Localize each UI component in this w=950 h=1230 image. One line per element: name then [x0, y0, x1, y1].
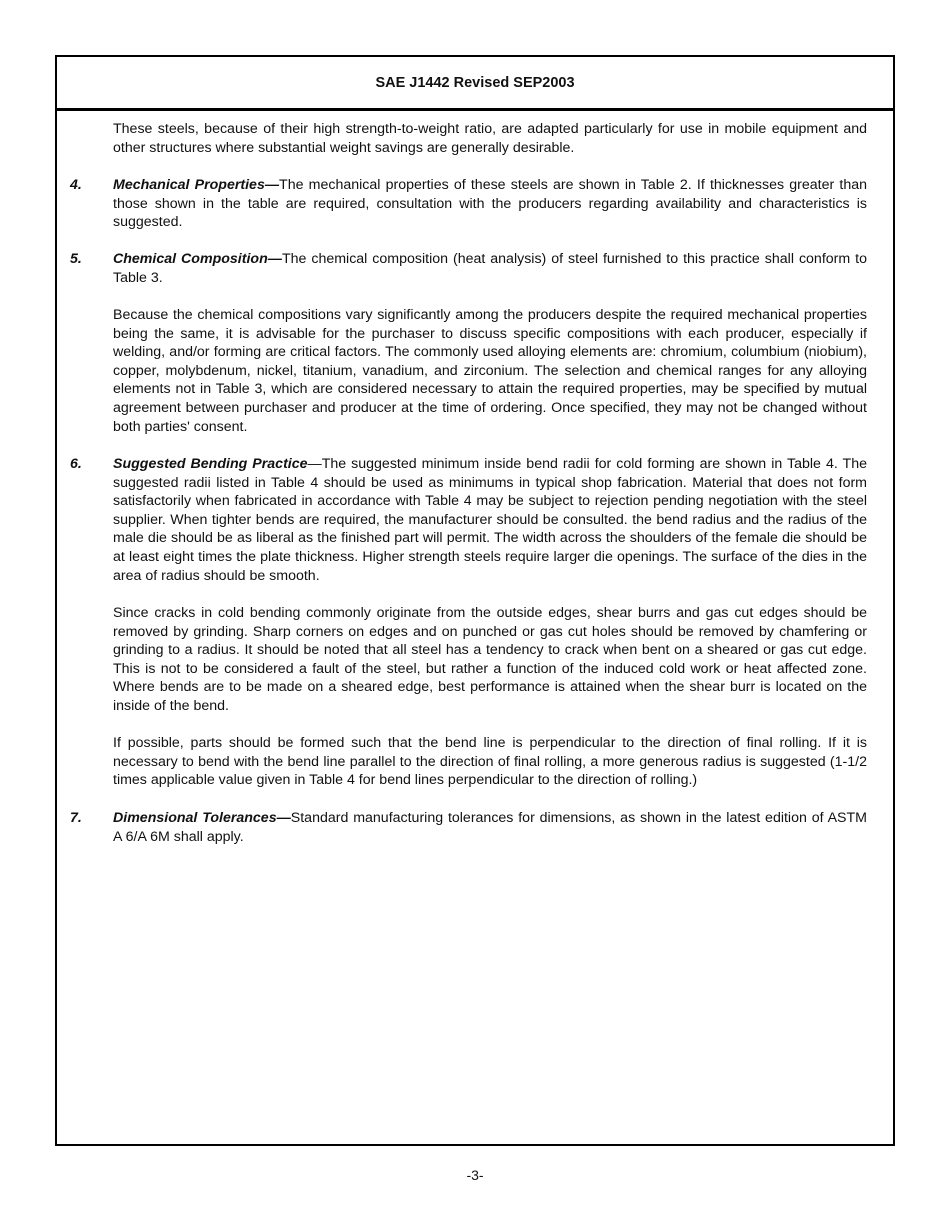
section-6-paragraph — [113, 455, 867, 585]
section-7-heading: Dimensional Tolerances— — [113, 810, 291, 826]
section-5-paragraph — [113, 250, 867, 287]
document-header — [57, 57, 893, 111]
section-5-heading: Chemical Composition— — [113, 251, 282, 267]
intro-paragraph: These steels, because of their high strength-to-weight ratio, are adapted particularly for use in mobile equipment and other structures where substantial weight savings are generally desirable. — [113, 121, 867, 156]
section-6-text: —The suggested minimum inside bend radii for cold forming are shown in Table 4. The suggested radii listed in Table 4 should be used as minimums in typical shop fabrication. Material that does not form satisfactorily when fabricated in accordance with Table 4 may be subject to rejection pending negotiation with the steel supplier. When tighter bends are required, the manufacturer should be consulted. the bend radius and the radius of the male die should be as liberal as the finished part will permit. The width across the shoulders of the female die should be at least eight times the plate thickness. Higher strength steels require larger die openings. The surface of the dies in the area of radius should be smooth. — [113, 456, 867, 584]
section-7-text: Standard manufacturing tolerances for dimensions, as shown in the latest edition of ASTM A 6/A 6M shall apply. — [113, 810, 867, 845]
section-number-5: 5. — [70, 251, 82, 267]
section-6-paragraph-2: Since cracks in cold bending commonly originate from the outside edges, shear burrs and gas cut edges should be removed by grinding. Sharp corners on edges and on punched or gas cut holes should be removed by chamfering or grinding to a radius. It should be noted that all steel has a tendency to crack when bent on a sheared or gas cut edge. This is not to be considered a fault of the steel, but rather a function of the induced cold work or heat affected zone. Where bends are to be made on a sheared edge, best performance is attained when the shear burr is located on the inside of the bend. — [113, 605, 867, 714]
page-number: -3- — [466, 1167, 484, 1183]
section-4-heading: Mechanical Properties— — [113, 177, 280, 193]
section-5-text: The chemical composition (heat analysis) of steel furnished to this practice shall conform to Table 3. — [113, 251, 867, 286]
section-number-6: 6. — [70, 456, 82, 472]
section-6-heading: Suggested Bending Practice — [113, 456, 308, 472]
section-number-7: 7. — [70, 810, 82, 826]
page-frame — [55, 55, 895, 1146]
section-4-text: The mechanical properties of these steels are shown in Table 2. If thicknesses greater than those shown in the table are required, consultation with the producers regarding availability and characteristics is suggested. — [113, 177, 867, 231]
section-number-4: 4. — [70, 177, 82, 193]
section-7-paragraph — [113, 809, 867, 846]
section-6-paragraph-3: If possible, parts should be formed such that the bend line is perpendicular to the direction of final rolling. If it is necessary to bend with the bend line parallel to the direction of final rolling, a more generous radius is suggested (1-1/2 times applicable value given in Table 4 for bend lines perpendicular to the direction of rolling.) — [113, 735, 867, 789]
section-4-paragraph — [113, 176, 867, 232]
section-5-paragraph-2: Because the chemical compositions vary significantly among the producers despite the required mechanical properties being the same, it is advisable for the purchaser to discuss specific compositions with each producer, especially if welding, and/or forming are critical factors. The commonly used alloying elements are: chromium, columbium (niobium), copper, molybdenum, nickel, titanium, vanadium, and zirconium. The selection and chemical ranges for any alloying elements not in Table 3, which are considered necessary to attain the required properties, may be specified by mutual agreement between purchaser and producer at the time of ordering. Once specified, they may not be changed without both parties' consent. — [113, 307, 867, 435]
document-title: SAE J1442 Revised SEP2003 — [375, 75, 575, 91]
